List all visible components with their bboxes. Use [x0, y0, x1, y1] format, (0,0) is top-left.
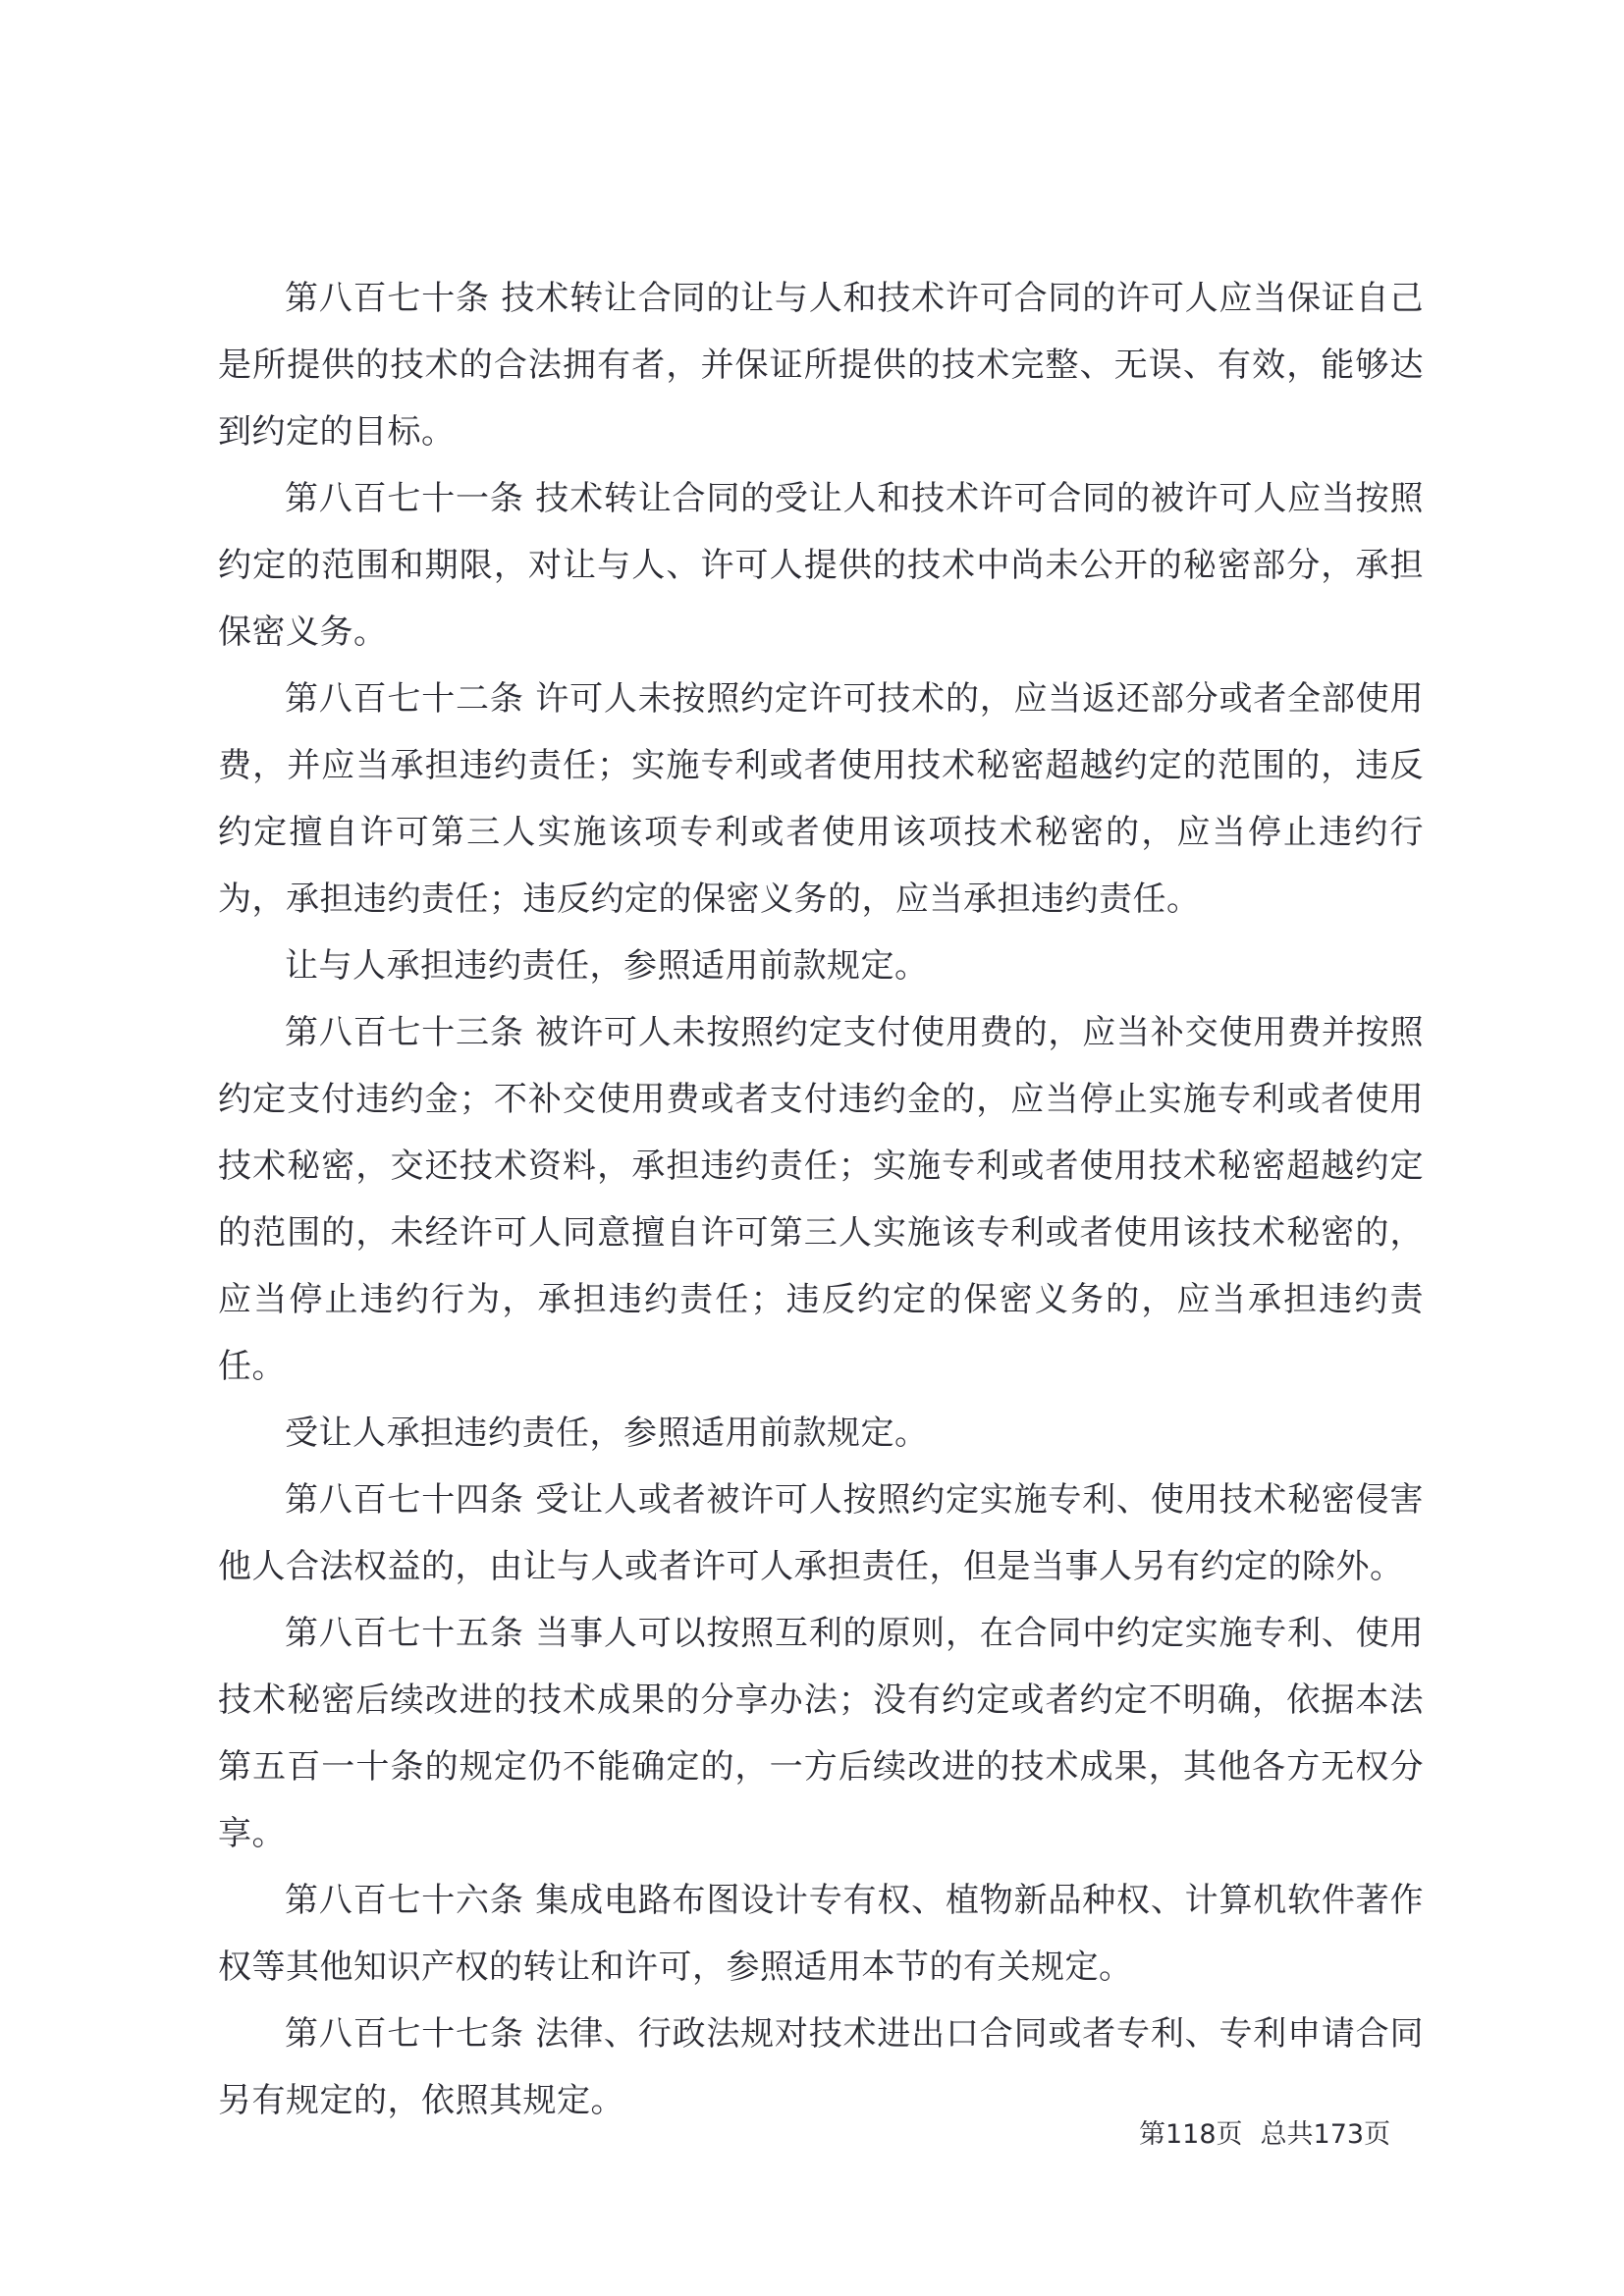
article-877: 第八百七十七条 法律、行政法规对技术进出口合同或者专利、专利申请合同另有规定的，依照其规定。 [218, 2014, 1424, 2120]
total-page-count: 总共173页 [1260, 2119, 1391, 2150]
current-page-number: 第118页 [1139, 2119, 1243, 2150]
article-875: 第八百七十五条 当事人可以按照互利的原则，在合同中约定实施专利、使用技术秘密后续改进的技术成果的分享办法；没有约定或者约定不明确，依据本法第五百一十条的规定仍不能确定的，一方后续改进的技术成果，其他各方无权分享。 [218, 1614, 1424, 1853]
article-872-paragraph-2: 让与人承担违约责任，参照适用前款规定。 [285, 946, 929, 986]
article-873-paragraph-2: 受让人承担违约责任，参照适用前款规定。 [285, 1414, 929, 1453]
document-body [218, 265, 1424, 2134]
page-footer [1139, 2112, 1434, 2151]
article-871: 第八百七十一条 技术转让合同的受让人和技术许可合同的被许可人应当按照约定的范围和期限，对让与人、许可人提供的技术中尚未公开的秘密部分，承担保密义务。 [218, 479, 1424, 652]
article-874: 第八百七十四条 受让人或者被许可人按照约定实施专利、使用技术秘密侵害他人合法权益的，由让与人或者许可人承担责任，但是当事人另有约定的除外。 [218, 1480, 1424, 1586]
article-873: 第八百七十三条 被许可人未按照约定支付使用费的，应当补交使用费并按照约定支付违约金；不补交使用费或者支付违约金的，应当停止实施专利或者使用技术秘密，交还技术资料，承担违约责任；实施专利或者使用技术秘密超越约定的范围的，未经许可人同意擅自许可第三人实施该专利或者使用该技术秘密的，应当停止违约行为，承担违约责任；违反约定的保密义务的，应当承担违约责任。 [218, 1013, 1424, 1386]
article-872: 第八百七十二条 许可人未按照约定许可技术的，应当返还部分或者全部使用费，并应当承担违约责任；实施专利或者使用技术秘密超越约定的范围的，违反约定擅自许可第三人实施该项专利或者使用该项技术秘密的，应当停止违约行为，承担违约责任；违反约定的保密义务的，应当承担违约责任。 [218, 679, 1424, 919]
article-870: 第八百七十条 技术转让合同的让与人和技术许可合同的许可人应当保证自己是所提供的技术的合法拥有者，并保证所提供的技术完整、无误、有效，能够达到约定的目标。 [218, 279, 1424, 452]
article-876: 第八百七十六条 集成电路布图设计专有权、植物新品种权、计算机软件著作权等其他知识产权的转让和许可，参照适用本节的有关规定。 [218, 1881, 1424, 1987]
